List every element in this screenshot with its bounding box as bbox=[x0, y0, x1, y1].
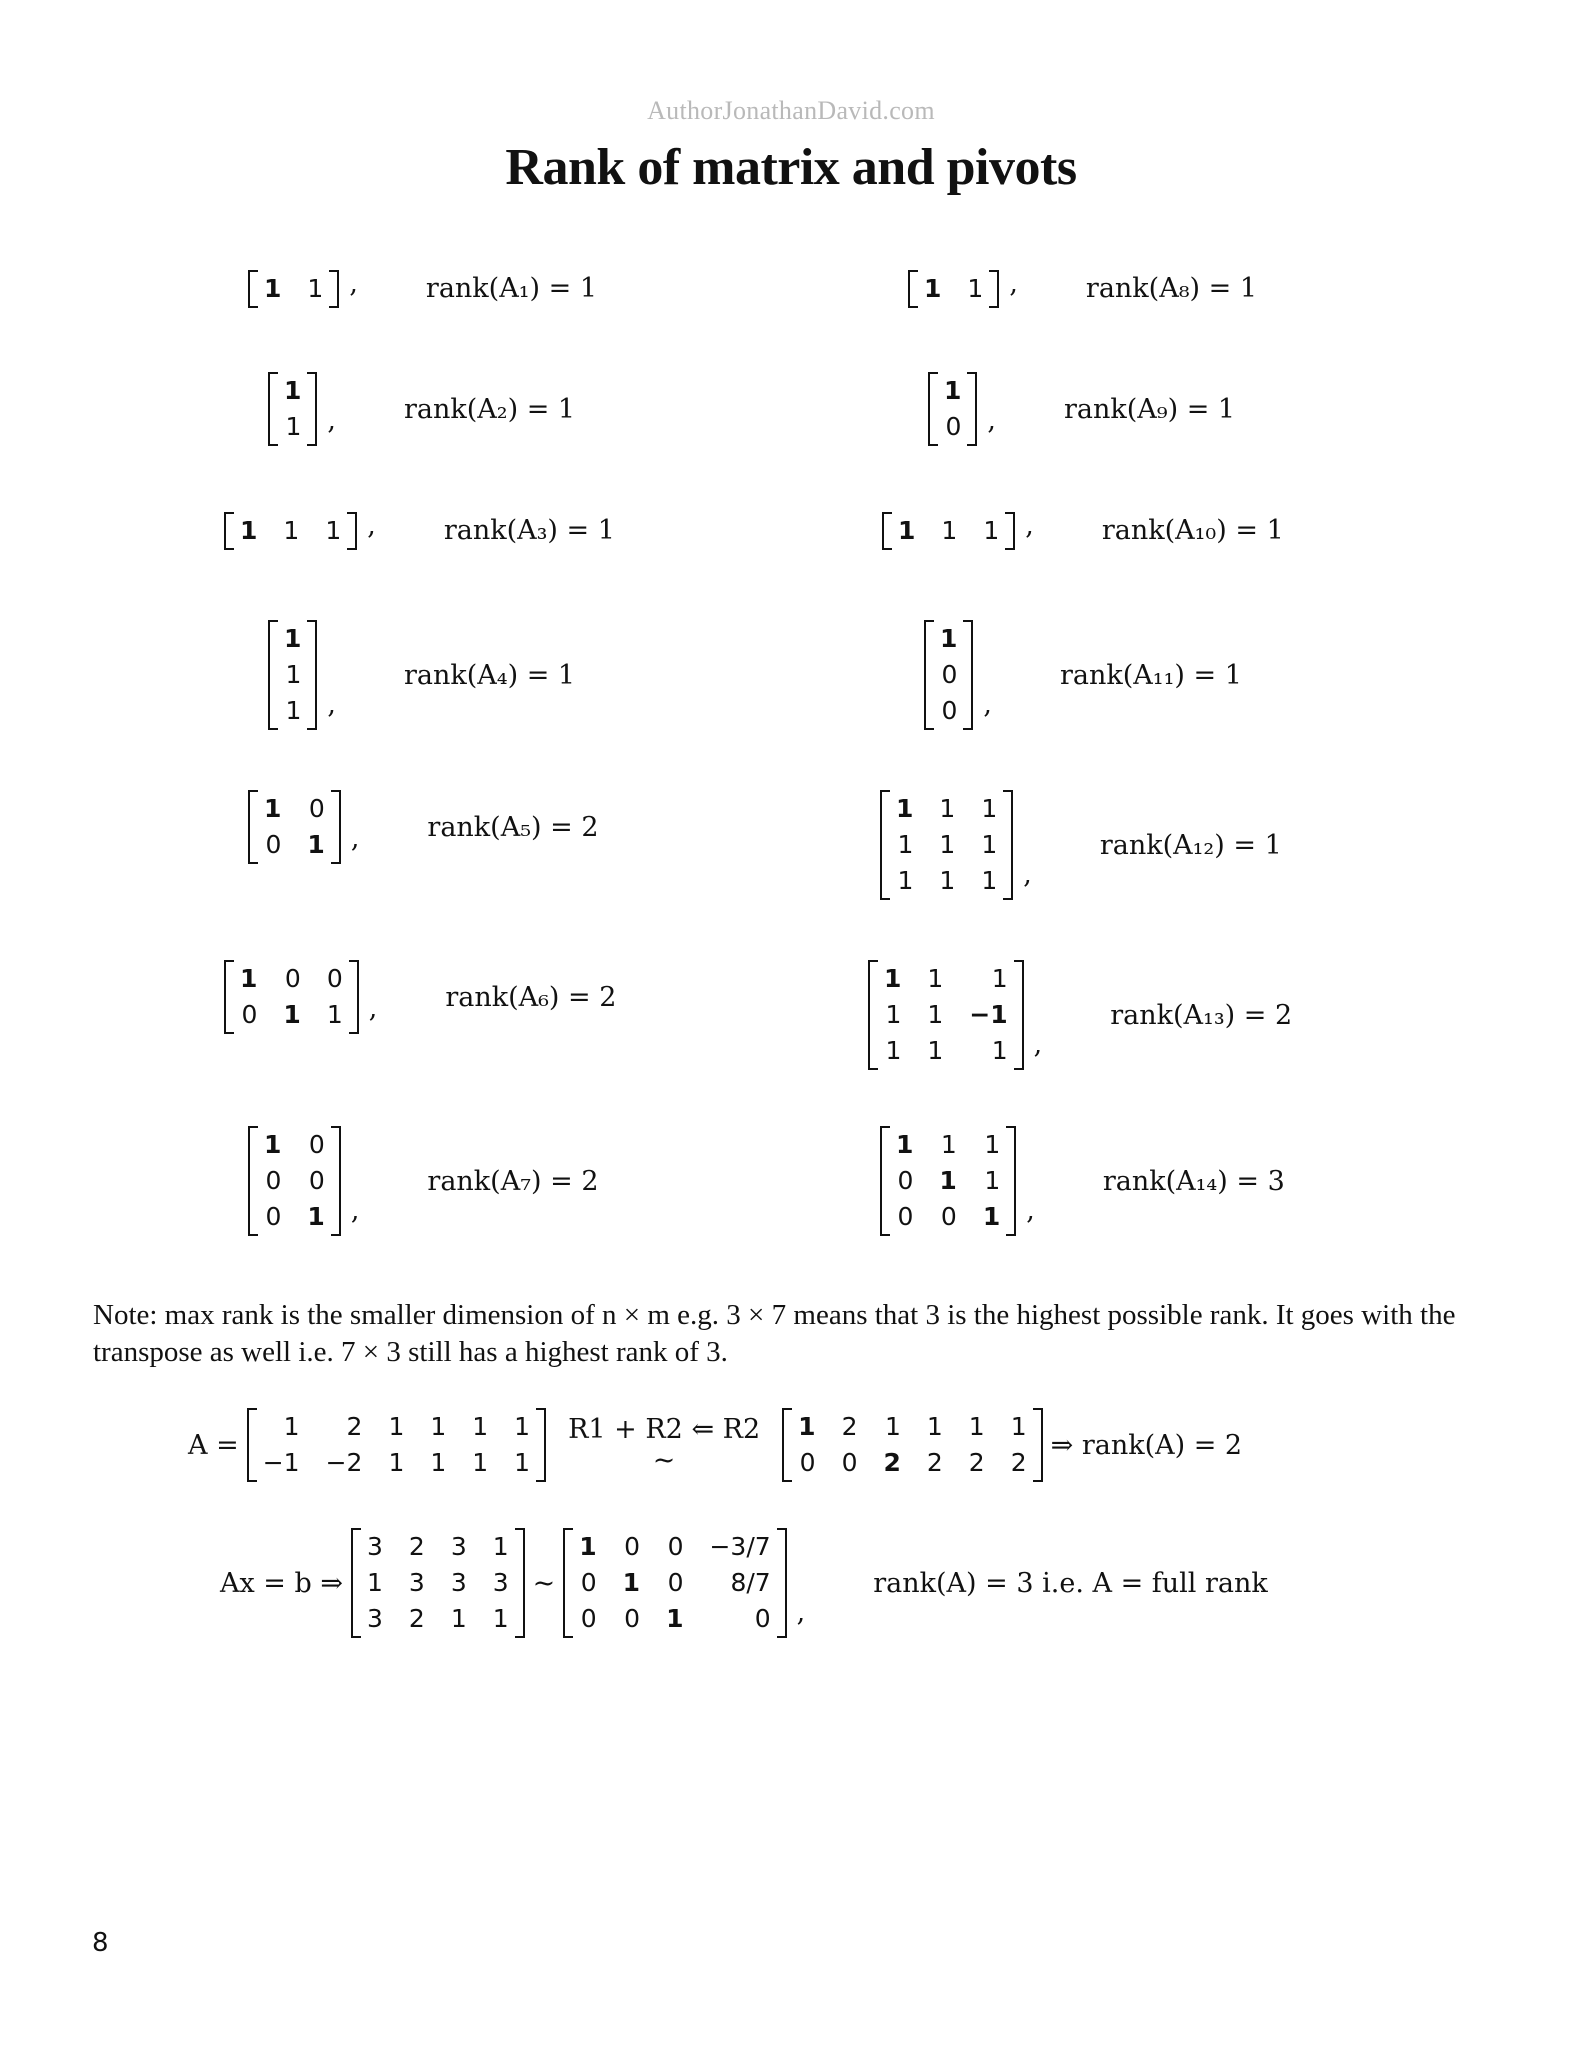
matrix-cell: 1 bbox=[1010, 1412, 1027, 1441]
matrix-cell: 0 bbox=[580, 1604, 597, 1633]
matrix-cell: 1 bbox=[991, 964, 1008, 993]
rank-label: rank(A₃) = 1 bbox=[443, 515, 615, 546]
matrix-a10 bbox=[882, 512, 1015, 550]
matrix-cell: 0 bbox=[284, 964, 301, 993]
matrix-cell: 1 bbox=[450, 1604, 467, 1633]
rank-label: rank(A₁₂) = 1 bbox=[1099, 829, 1282, 861]
matrix-cell: 3 bbox=[408, 1568, 425, 1597]
example-a14: 1 1 1 0 1 1 0 0 1 , rank(A₁₄) = 3 bbox=[880, 1126, 1285, 1236]
matrix-cell: 3 bbox=[367, 1532, 383, 1561]
matrix-cell: 2 bbox=[408, 1604, 425, 1633]
example-a1: 1 1 , rank(A₁) = 1 bbox=[248, 268, 597, 309]
matrix-cell: 1 bbox=[944, 376, 962, 405]
matrix-cell: 1 bbox=[514, 1412, 531, 1441]
rank-label: rank(A₁₀) = 1 bbox=[1101, 515, 1284, 546]
matrix-a4 bbox=[268, 620, 317, 730]
example-a13: 1 1 1 1 1 −1 1 1 1 , rank(A₁₃) = 2 bbox=[868, 960, 1292, 1070]
matrix-cell: 0 bbox=[241, 1000, 258, 1029]
matrix-cell: 0 bbox=[754, 1604, 771, 1633]
matrix-cell: 1 bbox=[579, 1532, 597, 1561]
matrix-cell: 0 bbox=[265, 1166, 282, 1195]
matrix-cell: 3 bbox=[367, 1604, 383, 1633]
matrix-a2 bbox=[268, 372, 317, 446]
matrix-cell: 1 bbox=[940, 1130, 957, 1159]
watermark: AuthorJonathanDavid.com bbox=[647, 96, 935, 125]
example-a2: 1 1 , rank(A₂) = 1 bbox=[268, 372, 575, 446]
matrix-cell: 1 bbox=[982, 1202, 1001, 1231]
matrix-cell: 1 bbox=[285, 660, 302, 689]
rank-label: rank(A₁₁) = 1 bbox=[1060, 659, 1242, 691]
matrix-a9 bbox=[928, 372, 977, 446]
matrix-cell: 1 bbox=[240, 964, 258, 993]
matrix-a7 bbox=[248, 1126, 341, 1236]
matrix-cell: 1 bbox=[307, 830, 325, 859]
matrix-cell: 1 bbox=[981, 830, 998, 859]
matrix-cell: 1 bbox=[388, 1448, 405, 1477]
matrix-cell: 1 bbox=[264, 1130, 282, 1159]
matrix-a bbox=[247, 1408, 546, 1482]
tilde-symbol: ~ bbox=[652, 1445, 676, 1476]
matrix-cell: 1 bbox=[284, 624, 302, 653]
matrix-cell: 1 bbox=[430, 1412, 447, 1441]
matrix-cell: 1 bbox=[622, 1568, 641, 1597]
matrix-cell: 1 bbox=[367, 1568, 383, 1597]
matrix-cell: 3 bbox=[450, 1532, 467, 1561]
matrix-cell: 1 bbox=[884, 1412, 901, 1441]
example-a8: 1 1 , rank(A₈) = 1 bbox=[908, 268, 1257, 309]
result-label: ⇒ rank(A) = 2 bbox=[1050, 1429, 1243, 1461]
matrix-cell: 8/7 bbox=[730, 1568, 771, 1597]
matrix-cell: 1 bbox=[940, 624, 958, 653]
matrix-cell: 1 bbox=[307, 1202, 325, 1231]
matrix-cell: 1 bbox=[264, 273, 282, 303]
matrix-cell: 1 bbox=[240, 515, 258, 545]
matrix-cell: 1 bbox=[941, 515, 958, 545]
matrix-cell: −1 bbox=[969, 1000, 1008, 1029]
matrix-cell: 0 bbox=[308, 794, 325, 823]
matrix-cell: 0 bbox=[940, 1202, 957, 1231]
matrix-cell: 2 bbox=[346, 1412, 363, 1441]
rank-label: rank(A₉) = 1 bbox=[1064, 393, 1236, 425]
matrix-cell: 0 bbox=[326, 964, 343, 993]
matrix-cell: 1 bbox=[388, 1412, 405, 1441]
matrix-cell: 0 bbox=[265, 1202, 282, 1231]
example-a9: 1 0 , rank(A₉) = 1 bbox=[928, 372, 1235, 446]
matrix-cell: 1 bbox=[981, 794, 998, 823]
rank-label: rank(A₁) = 1 bbox=[425, 273, 598, 304]
matrix-cell: −3/7 bbox=[709, 1532, 771, 1561]
matrix-cell: 1 bbox=[326, 1000, 343, 1029]
matrix-cell: 0 bbox=[897, 1166, 914, 1195]
matrix-cell: 1 bbox=[307, 273, 324, 303]
matrix-cell: 1 bbox=[514, 1448, 531, 1477]
matrix-cell: 1 bbox=[896, 1130, 914, 1159]
matrix-cell: 1 bbox=[939, 794, 956, 823]
matrix-cell: 1 bbox=[984, 1166, 1001, 1195]
augmented-example: Ax = b ⇒ 3 2 3 1 1 3 3 3 3 2 1 1 ~ 1 0 0 −3/7 0 1 0 8/7 0 0 1 0 , rank(A) = 3 i.e. A = full rank bbox=[220, 1528, 1268, 1638]
matrix-cell: −2 bbox=[325, 1448, 363, 1477]
matrix-cell: 2 bbox=[883, 1448, 901, 1477]
matrix-cell: 1 bbox=[492, 1532, 509, 1561]
page-title: Rank of matrix and pivots bbox=[505, 139, 1077, 196]
example-a6: 1 0 0 0 1 1 , rank(A₆) = 2 bbox=[224, 960, 616, 1034]
matrix-cell: 0 bbox=[580, 1568, 597, 1597]
matrix-cell: 1 bbox=[927, 964, 944, 993]
example-a12: 1 1 1 1 1 1 1 1 1 , rank(A₁₂) = 1 bbox=[880, 790, 1282, 900]
matrix-cell: 3 bbox=[450, 1568, 467, 1597]
matrix-cell: 1 bbox=[927, 1036, 944, 1065]
example-a5: 1 0 0 1 , rank(A₅) = 2 bbox=[248, 790, 599, 864]
rank-label: rank(A₂) = 1 bbox=[404, 393, 576, 425]
matrix-cell: 2 bbox=[841, 1412, 858, 1441]
matrix-cell: 1 bbox=[666, 1604, 684, 1633]
matrix-cell: 0 bbox=[308, 1166, 325, 1195]
matrix-cell: 1 bbox=[285, 412, 302, 441]
matrix-a13 bbox=[868, 960, 1024, 1070]
matrix-cell: 1 bbox=[981, 866, 998, 895]
matrix-cell: 1 bbox=[798, 1412, 816, 1441]
matrix-cell: 1 bbox=[897, 830, 914, 859]
matrix-cell: 0 bbox=[841, 1448, 858, 1477]
matrix-cell: 1 bbox=[926, 1412, 943, 1441]
row-op bbox=[568, 1414, 760, 1476]
matrix-a12 bbox=[880, 790, 1013, 900]
matrix-cell: 3 bbox=[492, 1568, 509, 1597]
matrix-cell: 1 bbox=[283, 1412, 300, 1441]
example-a7: 1 0 0 0 0 1 , rank(A₇) = 2 bbox=[248, 1126, 599, 1236]
example-a11: 1 0 0 , rank(A₁₁) = 1 bbox=[924, 620, 1242, 730]
matrix-cell: 0 bbox=[624, 1532, 641, 1561]
matrix-reduced bbox=[782, 1408, 1042, 1482]
page-number: 8 bbox=[92, 1928, 109, 1958]
matrix-cell: 1 bbox=[325, 515, 342, 545]
rank-label: rank(A₅) = 2 bbox=[427, 811, 599, 843]
matrix-cell: 1 bbox=[283, 515, 300, 545]
matrix-cell: 1 bbox=[991, 1036, 1008, 1065]
matrix-cell: 0 bbox=[667, 1532, 684, 1561]
matrix-cell: 0 bbox=[941, 660, 958, 689]
rank-label: rank(A₁₃) = 2 bbox=[1110, 999, 1293, 1031]
rank-label: rank(A₄) = 1 bbox=[404, 659, 576, 691]
matrix-cell: 2 bbox=[968, 1448, 985, 1477]
matrix-cell: 1 bbox=[939, 830, 956, 859]
matrix-cell: 1 bbox=[968, 1412, 985, 1441]
row-reduction-example bbox=[188, 1408, 1242, 1482]
matrix-cell: 1 bbox=[285, 696, 302, 725]
matrix-a14 bbox=[880, 1126, 1016, 1236]
lhs-label: A = bbox=[188, 1429, 239, 1461]
matrix-cell: 1 bbox=[472, 1412, 489, 1441]
matrix-cell: 0 bbox=[941, 696, 958, 725]
matrix-cell: −1 bbox=[262, 1448, 300, 1477]
example-a10: 1 1 1 , rank(A₁₀) = 1 bbox=[882, 510, 1284, 551]
matrix-cell: 1 bbox=[924, 273, 942, 303]
matrix-cell: 1 bbox=[283, 1000, 301, 1029]
rref-matrix bbox=[563, 1528, 786, 1638]
matrix-cell: 1 bbox=[983, 515, 1000, 545]
matrix-cell: 1 bbox=[939, 1166, 957, 1195]
matrix-cell: 1 bbox=[472, 1448, 489, 1477]
matrix-cell: 0 bbox=[897, 1202, 914, 1231]
matrix-a11 bbox=[924, 620, 973, 730]
matrix-a3 bbox=[224, 512, 357, 550]
matrix-cell: 1 bbox=[927, 1000, 944, 1029]
matrix-cell: 2 bbox=[408, 1532, 425, 1561]
matrix-a5 bbox=[248, 790, 341, 864]
matrix-cell: 1 bbox=[967, 273, 984, 303]
matrix-a6 bbox=[224, 960, 359, 1034]
tilde-symbol: ~ bbox=[532, 1567, 556, 1599]
rank-label: rank(A₇) = 2 bbox=[427, 1165, 599, 1197]
matrix-cell: 1 bbox=[897, 866, 914, 895]
result-label: rank(A) = 3 i.e. A = full rank bbox=[873, 1567, 1268, 1599]
rank-label: rank(A₈) = 1 bbox=[1085, 273, 1258, 304]
matrix-cell: 1 bbox=[284, 376, 302, 405]
matrix-cell: 1 bbox=[896, 794, 914, 823]
row-op-label: R1 + R2 ⇐ R2 bbox=[568, 1414, 761, 1445]
matrix-a8 bbox=[908, 270, 999, 308]
matrix-cell: 1 bbox=[885, 1000, 902, 1029]
matrix-cell: 1 bbox=[264, 794, 282, 823]
matrix-cell: 0 bbox=[308, 1130, 325, 1159]
matrix-a1 bbox=[248, 270, 339, 308]
rank-label: rank(A₁₄) = 3 bbox=[1102, 1165, 1285, 1197]
matrix-cell: 1 bbox=[884, 964, 902, 993]
matrix-cell: 2 bbox=[926, 1448, 943, 1477]
matrix-cell: 1 bbox=[430, 1448, 447, 1477]
augmented-matrix bbox=[351, 1528, 525, 1638]
example-a4: 1 1 1 , rank(A₄) = 1 bbox=[268, 620, 575, 730]
matrix-cell: 1 bbox=[939, 866, 956, 895]
matrix-cell: 0 bbox=[945, 412, 962, 441]
rank-label: rank(A₆) = 2 bbox=[445, 981, 617, 1013]
matrix-cell: 1 bbox=[492, 1604, 509, 1633]
matrix-cell: 1 bbox=[898, 515, 916, 545]
matrix-cell: 0 bbox=[667, 1568, 684, 1597]
matrix-cell: 1 bbox=[885, 1036, 902, 1065]
note-paragraph: Note: max rank is the smaller dimension of n × m e.g. 3 × 7 means that 3 is the highest possible rank. It goes with the transpose as well i.e. 7 × 3 still has a highest rank of 3. bbox=[93, 1299, 1456, 1368]
lhs-label: Ax = b ⇒ bbox=[220, 1567, 344, 1599]
matrix-cell: 0 bbox=[624, 1604, 641, 1633]
matrix-cell: 1 bbox=[984, 1130, 1001, 1159]
matrix-cell: 0 bbox=[799, 1448, 816, 1477]
matrix-cell: 2 bbox=[1010, 1448, 1027, 1477]
matrix-cell: 0 bbox=[265, 830, 282, 859]
example-a3: 1 1 1 , rank(A₃) = 1 bbox=[224, 510, 615, 551]
